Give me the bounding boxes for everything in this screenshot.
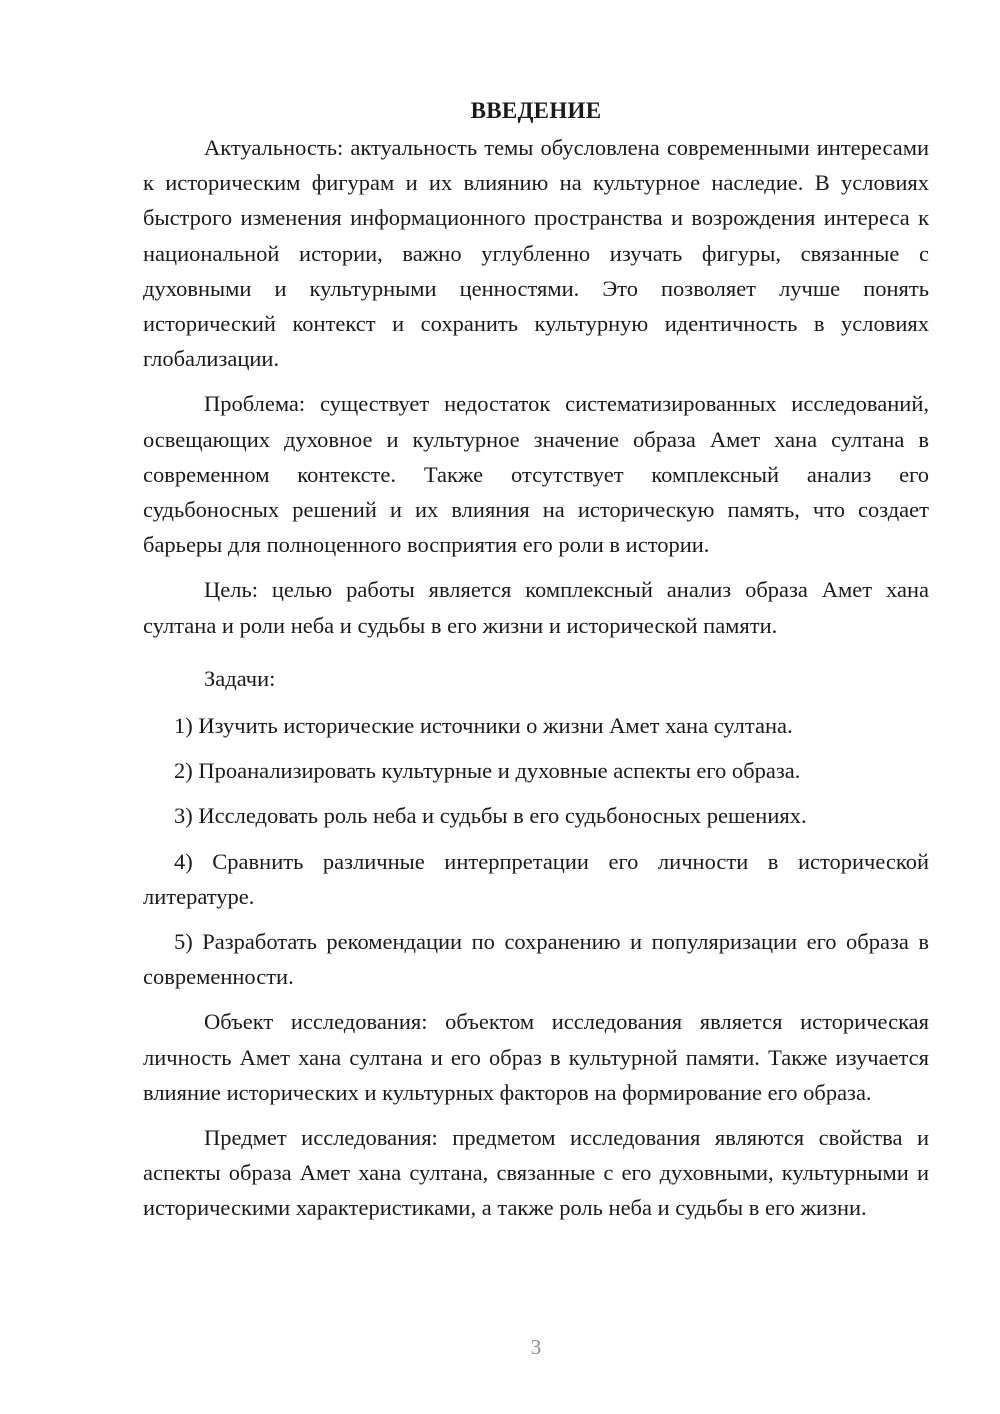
task-item-1: 1) Изучить исторические источники о жизни Амет хана султана. xyxy=(174,713,793,739)
paragraph-goal: Цель: целью работы является комплексный анализ образа Амет хана султана и роли неба и судьбы в его жизни и исторической памяти. xyxy=(143,577,929,638)
paragraph-subject: Предмет исследования: предметом исследования являются свойства и аспекты образа Амет хана султана, связанные с его духовными, культурными и историческими характеристиками, а также роль неба и судьбы в его жизни. xyxy=(143,1125,929,1221)
task-item-5: 5) Разработать рекомендации по сохранению и популяризации его образа в современности. xyxy=(143,929,929,990)
paragraph-object: Объект исследования: объектом исследования является историческая личность Амет хана султана и его образ в культурной памяти. Также изучается влияние исторических и культурных факторов на формирование его образа. xyxy=(143,1009,929,1105)
page-number: 3 xyxy=(530,1335,542,1359)
document-page xyxy=(143,96,929,1226)
task-item-2: 2) Проанализировать культурные и духовные аспекты его образа. xyxy=(174,758,801,784)
tasks-heading: Задачи: xyxy=(204,665,276,691)
paragraph-relevance: Актуальность: актуальность темы обусловлена современными интересами к историческим фигурам и их влиянию на культурное наследие. В условиях быстрого изменения информационного пространства и возрождения интереса к национальной истории, важно углубленно изучать фигуры, связанные с духовными и культурными ценностями. Это позволяет лучше понять исторический контекст и сохранить культурную идентичность в условиях глобализации. xyxy=(143,135,929,372)
task-item-4: 4) Сравнить различные интерпретации его личности в исторической литературе. xyxy=(143,848,929,909)
page-title: ВВЕДЕНИЕ xyxy=(470,98,602,123)
paragraph-problem: Проблема: существует недостаток систематизированных исследований, освещающих духовное и культурное значение образа Амет хана султана в современном контексте. Также отсутствует комплексный анализ его судьбоносных решений и их влияния на историческую память, что создает барьеры для полноценного восприятия его роли в истории. xyxy=(143,391,929,558)
task-item-3: 3) Исследовать роль неба и судьбы в его судьбоносных решениях. xyxy=(174,803,807,829)
